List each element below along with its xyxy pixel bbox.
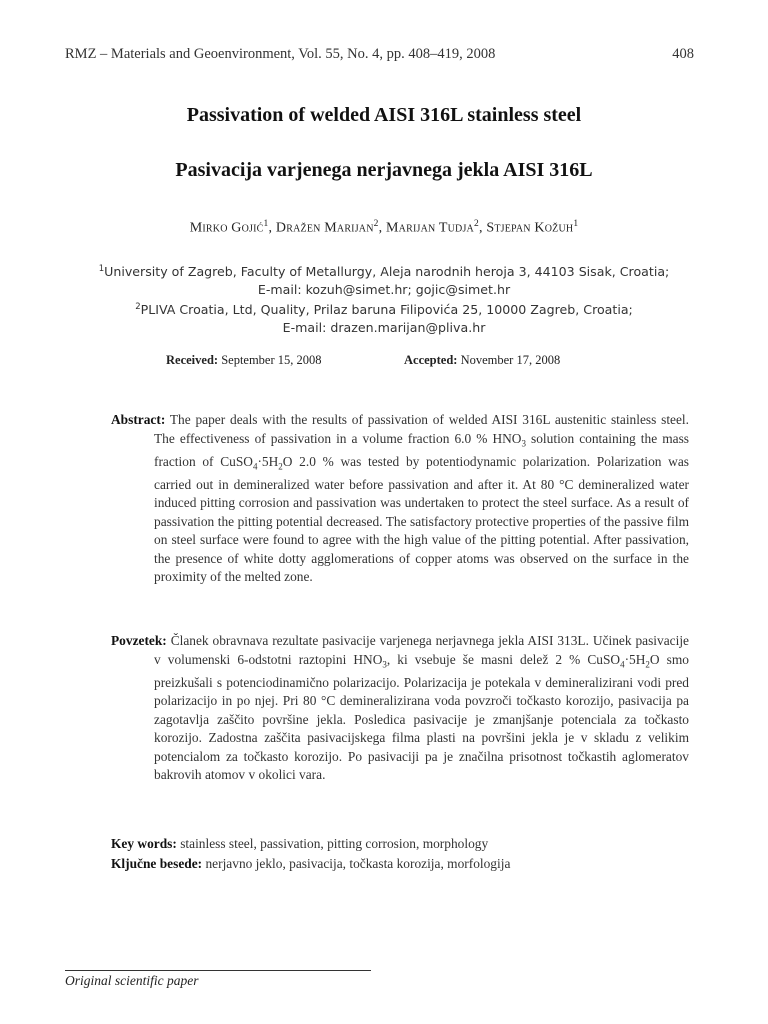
abstract-text: solution containing the mass fraction of CuSO bbox=[154, 430, 689, 469]
running-header bbox=[65, 46, 694, 63]
subscript: 3 bbox=[521, 438, 526, 449]
povzetek bbox=[111, 632, 689, 785]
affiliation-mark: 2 bbox=[135, 302, 141, 312]
journal-citation: RMZ – Materials and Geoenvironment, Vol. 55, No. 4, pp. 408–419, 2008 bbox=[65, 46, 496, 62]
author-affiliation-mark: 1 bbox=[263, 219, 269, 229]
povzetek-text: ·5H bbox=[624, 651, 646, 667]
affiliation-1 bbox=[0, 260, 768, 299]
affiliation-text: PLIVA Croatia, Ltd, Quality, Prilaz baruna Filipovića 25, 10000 Zagreb, Croatia; bbox=[140, 302, 633, 318]
accepted-date bbox=[404, 353, 560, 368]
affiliation-text: University of Zagreb, Faculty of Metallurgy, Aleja narodnih heroja 3, 44103 Sisak, Croatia; bbox=[104, 264, 670, 280]
subscript: 2 bbox=[645, 659, 650, 670]
abstract-text: O 2.0 % was tested by potentiodynamic polarization. Polarization was carried out in demineralized water before passivation and after it. At 80 °C demineralized water induced pitting corrosion and passivation was undertaken to protect the steel surface. As a result of passivation the pitting potential decreased. The satisfactory protective properties of the passive film on steel surface were found to agree with the high value of the pitting potential. After passivation, the presence of white dotty agglomerations of copper atoms was observed on the surface in the proximity of the melted zone. bbox=[154, 453, 689, 585]
keywords-text: nerjavno jeklo, pasivacija, točkasta korozija, morfologija bbox=[205, 856, 511, 871]
paper-type: Original scientific paper bbox=[65, 973, 199, 988]
povzetek-text: , ki vsebuje še masni delež 2 % CuSO bbox=[386, 651, 621, 667]
received-date bbox=[166, 353, 322, 368]
title-slovene: Pasivacija varjenega nerjavnega jekla AISI 316L bbox=[175, 159, 593, 181]
abstract bbox=[111, 411, 689, 587]
accepted-value: November 17, 2008 bbox=[460, 353, 561, 367]
author-affiliation-mark: 1 bbox=[573, 219, 579, 229]
accepted-label: Accepted: bbox=[404, 353, 458, 367]
keywords-slovene bbox=[111, 856, 510, 872]
subscript: 4 bbox=[252, 461, 258, 472]
author-affiliation-mark: 2 bbox=[473, 219, 479, 229]
author-name: Stjepan Kožuh bbox=[486, 220, 574, 236]
affiliation-mark: 1 bbox=[98, 264, 105, 274]
author-name: Marijan Tudja bbox=[386, 220, 474, 236]
keywords-label: Key words: bbox=[111, 836, 177, 851]
abstract-text: The paper deals with the results of passivation of welded AISI 316L austenitic stainless steel. The effectiveness of passivation in a volume fraction 6.0 % HNO bbox=[154, 412, 690, 446]
povzetek-text: O smo preizkušali s potenciodinamično polarizacijo. Polarizacija je potekala v demineralizirani vodi pred polarizacijo in po njej. Pri 80 °C demineralizirana voda povzroči točkasto korozijo, pasivacija pa zagotavlja zaščito površine jekla. Posledica pasivacije je zmanjšanje potenciala za točkasto korozijo. Zadostna zaščita pasivacijskega filma plasti na površini jekla je v skladu z velikim potencialom za točkasto korozijo. Po pasivaciji pa je značilna prisotnost točkastih aglomeratov bakrovih atomov v okolici vara. bbox=[154, 651, 689, 783]
title-english: Passivation of welded AISI 316L stainless steel bbox=[186, 104, 582, 126]
abstract-text: ·5H bbox=[257, 453, 279, 469]
author-name: Dražen Marijan bbox=[275, 220, 374, 236]
povzetek-label: Povzetek: bbox=[111, 633, 167, 648]
abstract-label: Abstract: bbox=[111, 412, 166, 427]
received-label: Received: bbox=[166, 353, 219, 367]
affiliation-2 bbox=[0, 298, 768, 337]
povzetek-text: Članek obravnava rezultate pasivacije varjenega nerjavnega jekla AISI 313L. Učinek pasivacije v volumenski 6-odstotni raztopini HNO bbox=[154, 633, 689, 667]
author-affiliation-mark: 2 bbox=[373, 219, 379, 229]
page-number: 408 bbox=[672, 46, 694, 62]
subscript: 2 bbox=[278, 461, 283, 472]
subscript: 4 bbox=[620, 659, 625, 670]
keywords-label: Ključne besede: bbox=[111, 856, 203, 871]
footer-divider bbox=[65, 970, 371, 971]
keywords-text: stainless steel, passivation, pitting corrosion, morphology bbox=[180, 836, 489, 851]
subscript: 3 bbox=[382, 659, 387, 670]
affiliation-email: E-mail: drazen.marijan@pliva.hr bbox=[282, 320, 486, 336]
keywords-english bbox=[111, 836, 488, 852]
author-list: Mirko Gojić$^1$, Dražen Marijan$^2$, Marijan Tudja$^2$, Stjepan Kožuh$^1$ bbox=[189, 219, 579, 236]
received-value: September 15, 2008 bbox=[221, 353, 322, 367]
author-name: Mirko Gojić bbox=[189, 220, 264, 236]
affiliation-email: E-mail: kozuh@simet.hr; gojic@simet.hr bbox=[257, 282, 511, 298]
